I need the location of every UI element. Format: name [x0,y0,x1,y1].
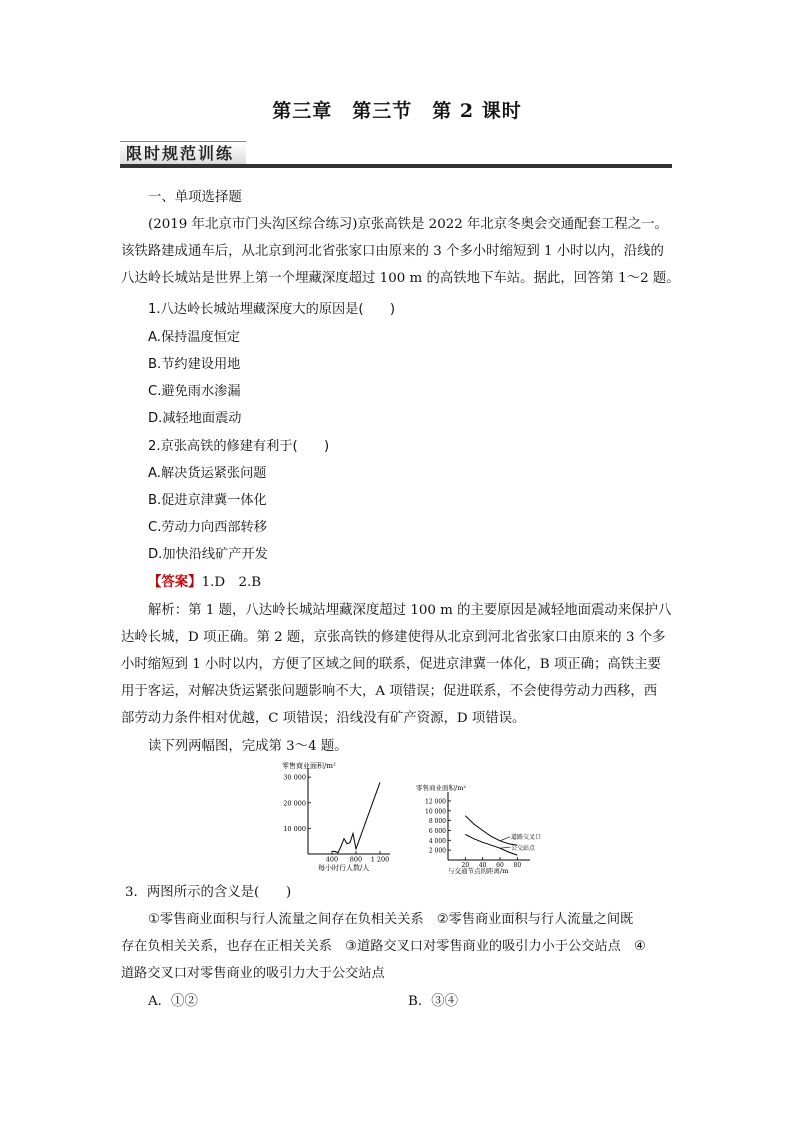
x-tick-label: 800 [349,855,363,864]
series-line-2 [465,834,517,855]
chart-pedestrians-vs-retail-area [278,758,390,874]
q2-option-b: B.促进京津冀一体化 [148,493,267,508]
q3-statement-line-2: 存在负相关关系，也存在正相关关系 ③道路交叉口对零售商业的吸引力小于公交站点 ④ [121,939,646,954]
q3-statement-line-3: 道路交叉口对零售商业的吸引力大于公交站点 [121,966,385,981]
q3-stem: 3．两图所示的含义是( ) [125,885,292,900]
q3-statement-line-1: ①零售商业面积与行人流量之间存在负相关关系 ②零售商业面积与行人流量之间既 [148,912,634,927]
section-heading: 一、单项选择题 [148,190,242,205]
q1-option-d: D.减轻地面震动 [148,411,242,426]
read-prompt: 读下列两幅图，完成第 3～4 题。 [148,739,348,754]
y-tick-label: 6 000 [428,827,446,835]
q3-option-b: B．③④ [408,994,459,1009]
y-tick-label: 20 000 [283,799,306,808]
x-tick-label: 60 [496,862,504,869]
section-header [120,140,672,168]
q1-option-a: A.保持温度恒定 [148,330,241,345]
intro-line-2: 该铁路建成通车后，从北京到河北省张家口由原来的 3 个多小时缩短到 1 小时以内，沿线的 [121,244,664,259]
answer-text: 1.D 2.B [201,575,262,590]
intro-line-3: 八达岭长城站是世界上第一个埋藏深度超过 100 m 的高铁地下车站。据此，回答第 1～2 题。 [121,271,680,286]
series-label-2: 公交站点 [511,845,536,853]
y-axis-label: 零售商业面积/m² [282,762,336,770]
x-tick-label: 400 [325,855,339,864]
y-tick-label: 10 000 [283,824,306,833]
series-leader-2 [500,847,510,848]
q3-option-a: A．①② [148,994,198,1009]
y-tick-label: 2 000 [428,847,446,855]
q1-stem: 1.八达岭长城站埋藏深度大的原因是( ) [148,302,396,317]
y-tick-label: 4 000 [428,837,446,845]
section-divider [120,164,672,168]
q1-option-b: B.节约建设用地 [148,357,241,372]
y-tick-label: 12 000 [425,798,446,806]
series-line-1 [465,816,517,846]
x-tick-label: 1 200 [370,855,390,864]
x-tick-label: 20 [461,862,470,869]
y-tick-label: 10 000 [425,808,446,816]
analysis-line-3: 小时缩短到 1 小时以内，方便了区域之间的联系，促进京津冀一体化，B 项正确；高铁主要 [121,657,661,672]
analysis-line-4: 用于客运，对解决货运紧张问题影响不大，A 项错误；促进联系，不会使得劳动力西移，西 [121,684,658,699]
section-label: 限时规范训练 [120,141,246,166]
page-title: 第三章 第三节 第 2 课时 [272,100,522,122]
q1-option-c: C.避免雨水渗漏 [148,384,241,399]
intro-line-1: (2019 年北京市门头沟区综合练习)京张高铁是 2022 年北京冬奥会交通配套工程之一。 [148,217,668,232]
q2-option-c: C.劳动力向西部转移 [148,520,267,535]
x-tick-label: 80 [513,862,522,869]
y-tick-label: 30 000 [283,773,306,782]
series-leader-1 [500,837,510,841]
series-label-1: 道路交叉口 [511,833,542,841]
x-axis-label: 与交通节点的距离/m [448,867,509,874]
x-tick-label: 40 [478,862,487,869]
chart-distance-vs-retail-area [408,780,548,874]
q2-option-a: A.解决货运紧张问题 [148,466,267,481]
series-line-1 [332,782,380,852]
x-axis-label: 每小时行人数/人 [318,864,370,872]
y-axis-label: 零售商业面积/m² [416,784,466,792]
answer-line [148,571,261,590]
q2-option-d: D.加快沿线矿产开发 [148,547,268,562]
analysis-line-1: 解析：第 1 题，八达岭长城站埋藏深度超过 100 m 的主要原因是减轻地面震动来保护八 [148,603,672,618]
q2-stem: 2.京张高铁的修建有利于( ) [148,439,330,454]
analysis-line-5: 部劳动力条件相对优越，C 项错误；沿线没有矿产资源，D 项错误。 [121,711,526,726]
analysis-line-2: 达岭长城，D 项正确。第 2 题，京张高铁的修建使得从北京到河北省张家口由原来的 3 个多 [121,630,666,645]
y-tick-label: 8 000 [428,818,446,826]
answer-tag: 【答案】 [148,574,202,590]
